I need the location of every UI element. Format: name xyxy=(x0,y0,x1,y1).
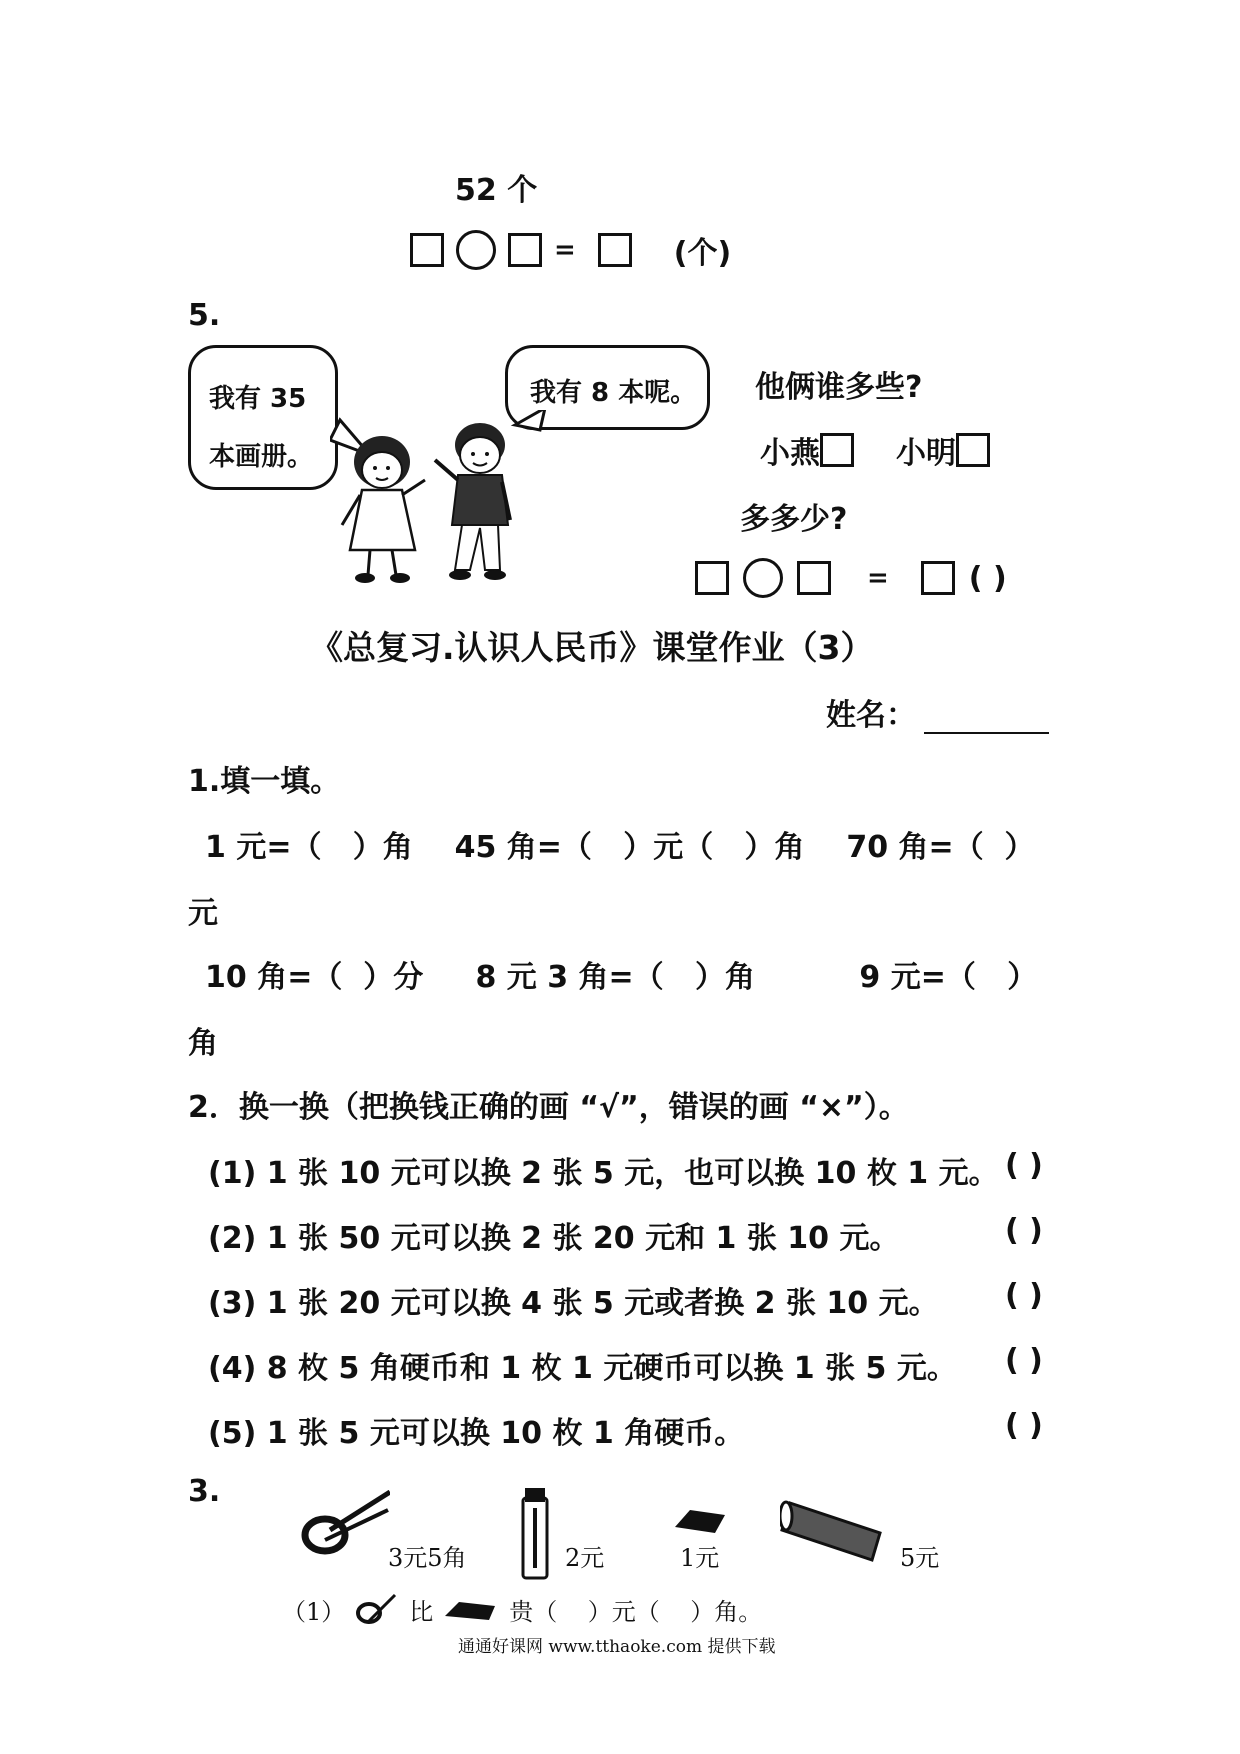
xiaoming-label: 小明 xyxy=(896,436,956,471)
glue-stick-icon xyxy=(520,1488,550,1580)
pencil-case-icon xyxy=(780,1488,890,1563)
price-pencil-case: 5元 xyxy=(900,1544,940,1572)
answer-box[interactable] xyxy=(508,233,542,267)
answer-box[interactable] xyxy=(695,561,729,595)
exchange-item-1: (1) 1 张 10 元可以换 2 张 5 元，也可以换 10 枚 1 元。 xyxy=(208,1156,999,1191)
name-field xyxy=(826,690,1049,734)
answer-paren-1[interactable]: ( ) xyxy=(1005,1148,1043,1183)
footer-source: 通通好课网 www.tthaoke.com 提供下载 xyxy=(458,1637,776,1657)
scissors-icon xyxy=(300,1490,390,1565)
price-scissors: 3元5角 xyxy=(388,1544,467,1572)
question-number: 5. xyxy=(188,298,221,333)
question-rest: 贵（ ）元（ ）角。 xyxy=(509,1598,763,1626)
answer-paren-5[interactable]: ( ) xyxy=(1005,1408,1043,1443)
worksheet-title: 《总复习.认识人民币》课堂作业（3） xyxy=(310,628,874,667)
question-how-many-more: 多多少? xyxy=(740,502,848,537)
eraser-small-icon xyxy=(443,1598,499,1622)
price-glue-stick: 2元 xyxy=(565,1544,605,1572)
eraser-icon xyxy=(670,1505,730,1535)
exchange-item-3: (3) 1 张 20 元可以换 4 张 5 元或者换 2 张 10 元。 xyxy=(208,1286,939,1321)
exchange-item-4: (4) 8 枚 5 角硬币和 1 枚 1 元硬币可以换 1 张 5 元。 xyxy=(208,1351,957,1386)
name-input-line[interactable] xyxy=(924,704,1049,734)
answer-box[interactable] xyxy=(921,561,955,595)
answer-paren-4[interactable]: ( ) xyxy=(1005,1343,1043,1378)
section3-number: 3. xyxy=(188,1474,221,1509)
boy-bubble-text: 我有 8 本呢。 xyxy=(530,378,697,408)
q5-equation xyxy=(695,558,1007,598)
girl-figure xyxy=(342,436,425,583)
exchange-item-2: (2) 1 张 50 元可以换 2 张 20 元和 1 张 10 元。 xyxy=(208,1221,900,1256)
section3-question1 xyxy=(282,1592,762,1627)
question-prefix: （1） xyxy=(282,1598,346,1626)
children-illustration xyxy=(330,410,560,585)
section1-row1: 1 元=（ ）角 45 角=（ ）元（ ）角 70 角=（ ） xyxy=(205,830,1035,865)
girl-speech-bubble xyxy=(188,345,338,490)
section2-heading: 2．换一换（把换钱正确的画 “√”，错误的画 “×”）。 xyxy=(188,1090,909,1125)
compare-word: 比 xyxy=(409,1598,434,1626)
girl-bubble-line2: 本画册。 xyxy=(209,442,314,472)
xiaoyan-label: 小燕 xyxy=(760,436,820,471)
answer-box[interactable] xyxy=(410,233,444,267)
top-equation xyxy=(410,228,731,272)
girl-bubble-line1: 我有 35 xyxy=(209,384,307,414)
count-label: 52 个 xyxy=(455,173,538,208)
operator-circle[interactable] xyxy=(743,558,783,598)
equals-sign: = xyxy=(867,563,889,593)
price-eraser: 1元 xyxy=(680,1544,720,1572)
operator-circle[interactable] xyxy=(456,230,496,270)
answer-paren-3[interactable]: ( ) xyxy=(1005,1278,1043,1313)
section1-heading: 1.填一填。 xyxy=(188,764,341,799)
unit-label: (个) xyxy=(673,236,732,271)
xiaoming-checkbox[interactable] xyxy=(956,433,990,467)
unit-paren: ( ) xyxy=(968,560,1007,596)
section1-row2-wrap: 角 xyxy=(188,1026,218,1061)
question-who-more: 他俩谁多些? xyxy=(755,370,923,405)
answer-paren-2[interactable]: ( ) xyxy=(1005,1213,1043,1248)
section1-row2: 10 角=（ ）分 8 元 3 角=（ ）角 9 元=（ ） xyxy=(205,960,1038,995)
section1-row1-wrap: 元 xyxy=(188,896,218,931)
answer-box[interactable] xyxy=(598,233,632,267)
answer-box[interactable] xyxy=(797,561,831,595)
choice-row xyxy=(760,428,990,472)
exchange-item-5: (5) 1 张 5 元可以换 10 枚 1 角硬币。 xyxy=(208,1416,745,1451)
name-label: 姓名： xyxy=(826,698,916,733)
equals-sign: = xyxy=(554,235,576,265)
scissors-small-icon xyxy=(355,1593,399,1627)
boy-figure xyxy=(435,423,510,580)
xiaoyan-checkbox[interactable] xyxy=(820,433,854,467)
